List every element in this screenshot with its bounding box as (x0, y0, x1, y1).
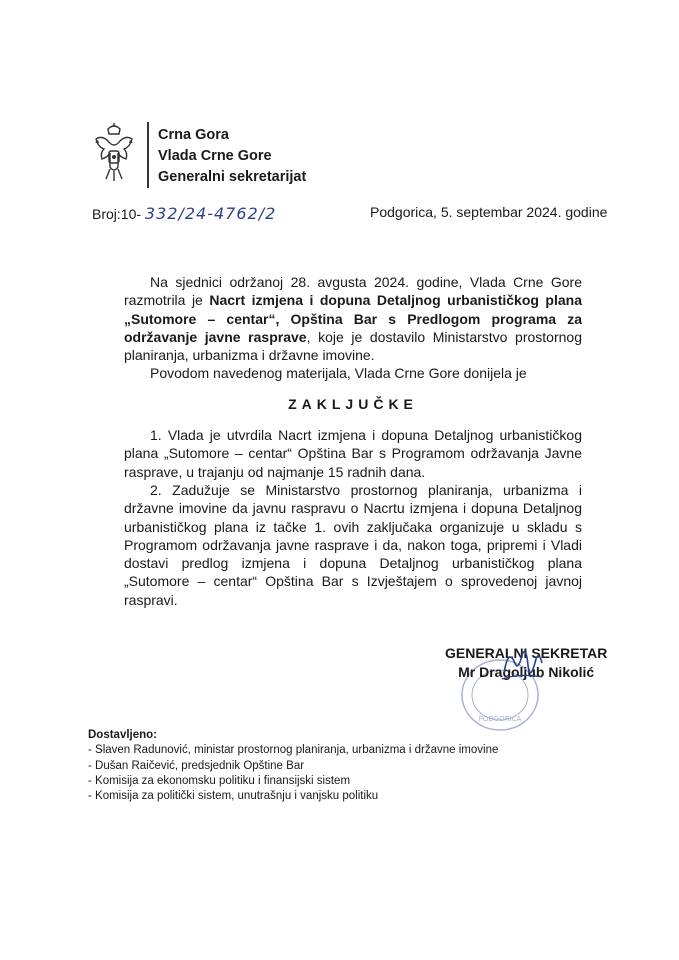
conclusion-item-2: 2. Zadužuje se Ministarstvo prostornog planiranja, urbanizma i državne imovine da javnu raspravu o Nacrtu izmjena i dopuna Detaljnog urbanističkog plana iz tačke 1. ovih zaključaka organizuje u skladu s Programom održavanja javne rasprave i da, nakon toga, pripremi i Vladi dostavi predlog izmjena i dopuna Detaljnog urbanističkog plana „Sutomore – centar“ Opština Bar s Izvještajem o sprovedenoj javnoj raspravi. (124, 481, 582, 608)
conclusion-item-1: 1. Vlada je utvrdila Nacrt izmjena i dopuna Detaljnog urbanističkog plana „Sutomore – centar“ Opština Bar s Programom održavanja Javne rasprave, u trajanju od najmanje 15 radnih dana. (124, 427, 582, 480)
distribution-title: Dostavljeno: (88, 729, 158, 741)
letterhead-office: Generalni sekretarijat (158, 169, 307, 185)
document-body (124, 273, 582, 609)
letterhead-divider (147, 122, 149, 188)
reference-label: Broj:10- (92, 206, 142, 222)
handwritten-reference: 332/24-4762/2 (144, 204, 277, 223)
distribution-item: - Dušan Raičević, predsjednik Opštine Bar (88, 759, 305, 772)
signature-title: GENERALNI SEKRETAR (445, 645, 608, 661)
conclusions-heading: ZAKLJUČKE (288, 395, 418, 412)
coat-of-arms-icon (92, 123, 136, 183)
signature-name: Mr Dragoljub Nikolić (458, 664, 595, 680)
intro-text-bold: Nacrt izmjena i dopuna Detaljnog urbanističkog plana „Sutomore – centar“, Opština Bar s Predlogom programa za održavanje javne rasprave (124, 292, 582, 345)
distribution-item: - Komisija za ekonomsku politiku i finansijski sistem (88, 774, 351, 787)
letterhead-country: Crna Gora (158, 127, 229, 143)
distribution-list (88, 728, 498, 804)
handwritten-signature-icon (498, 643, 546, 691)
distribution-item: - Slaven Radunović, ministar prostornog planiranja, urbanizma i državne imovine (88, 744, 499, 757)
intro-text-a: Na sjednici održanoj 28. avgusta 2024. godine, Vlada Crne Gore razmotrila je (124, 274, 582, 309)
letterhead (158, 125, 306, 188)
paragraph-intro (124, 273, 582, 364)
intro-text-c: , koje je dostavilo Ministarstvo prostornog planiranja, urbanizma i državne imovine. (124, 328, 582, 364)
paragraph-decision: Povodom navedenog materijala, Vlada Crne Gore donijela je (150, 365, 527, 382)
letterhead-government: Vlada Crne Gore (158, 148, 272, 164)
conclusions-list (124, 426, 582, 609)
distribution-item: - Komisija za politički sistem, unutrašnju i vanjsku politiku (88, 790, 379, 803)
stamp-text: PODGORICA (478, 715, 522, 723)
reference-number (92, 204, 276, 223)
place-date: Podgorica, 5. septembar 2024. godine (370, 204, 608, 220)
